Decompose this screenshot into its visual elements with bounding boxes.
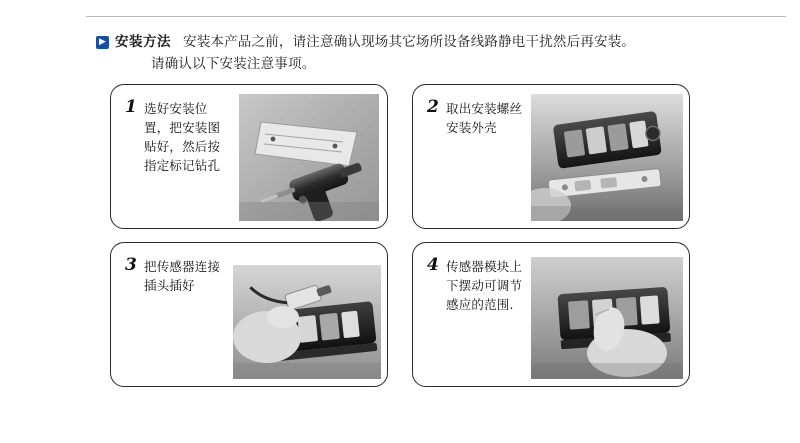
section-heading bbox=[96, 30, 786, 50]
step-number: 3 bbox=[125, 255, 137, 275]
step-text: 传感器模块上下摆动可调节感应的范围. bbox=[446, 259, 523, 312]
step-card bbox=[412, 242, 690, 387]
step-card bbox=[412, 84, 690, 229]
step-text: 选好安装位置，把安装图贴好，然后按指定标记钻孔 bbox=[144, 101, 221, 173]
step-number: 2 bbox=[427, 97, 439, 117]
step-number: 1 bbox=[125, 97, 137, 117]
heading-line-2: 请确认以下安装注意事项。 bbox=[151, 56, 316, 72]
drilling-holes-photo bbox=[239, 94, 379, 221]
step-text: 把传感器连接插头插好 bbox=[144, 259, 221, 293]
triangle-right-icon: ▶ bbox=[96, 36, 109, 49]
install-screws-photo bbox=[531, 94, 683, 221]
step-card bbox=[110, 84, 388, 229]
connect-sensor-plug-photo bbox=[233, 265, 381, 379]
step-number: 4 bbox=[427, 255, 439, 275]
adjust-sensor-angle-photo bbox=[531, 257, 683, 379]
heading-line-1: 安装本产品之前，请注意确认现场其它场所设备线路静电干扰然后再安装。 bbox=[183, 34, 636, 50]
page-title: 安装方法 bbox=[115, 34, 171, 50]
header-divider bbox=[86, 16, 786, 17]
step-text: 取出安装螺丝安装外壳 bbox=[446, 101, 523, 135]
step-card bbox=[110, 242, 388, 387]
